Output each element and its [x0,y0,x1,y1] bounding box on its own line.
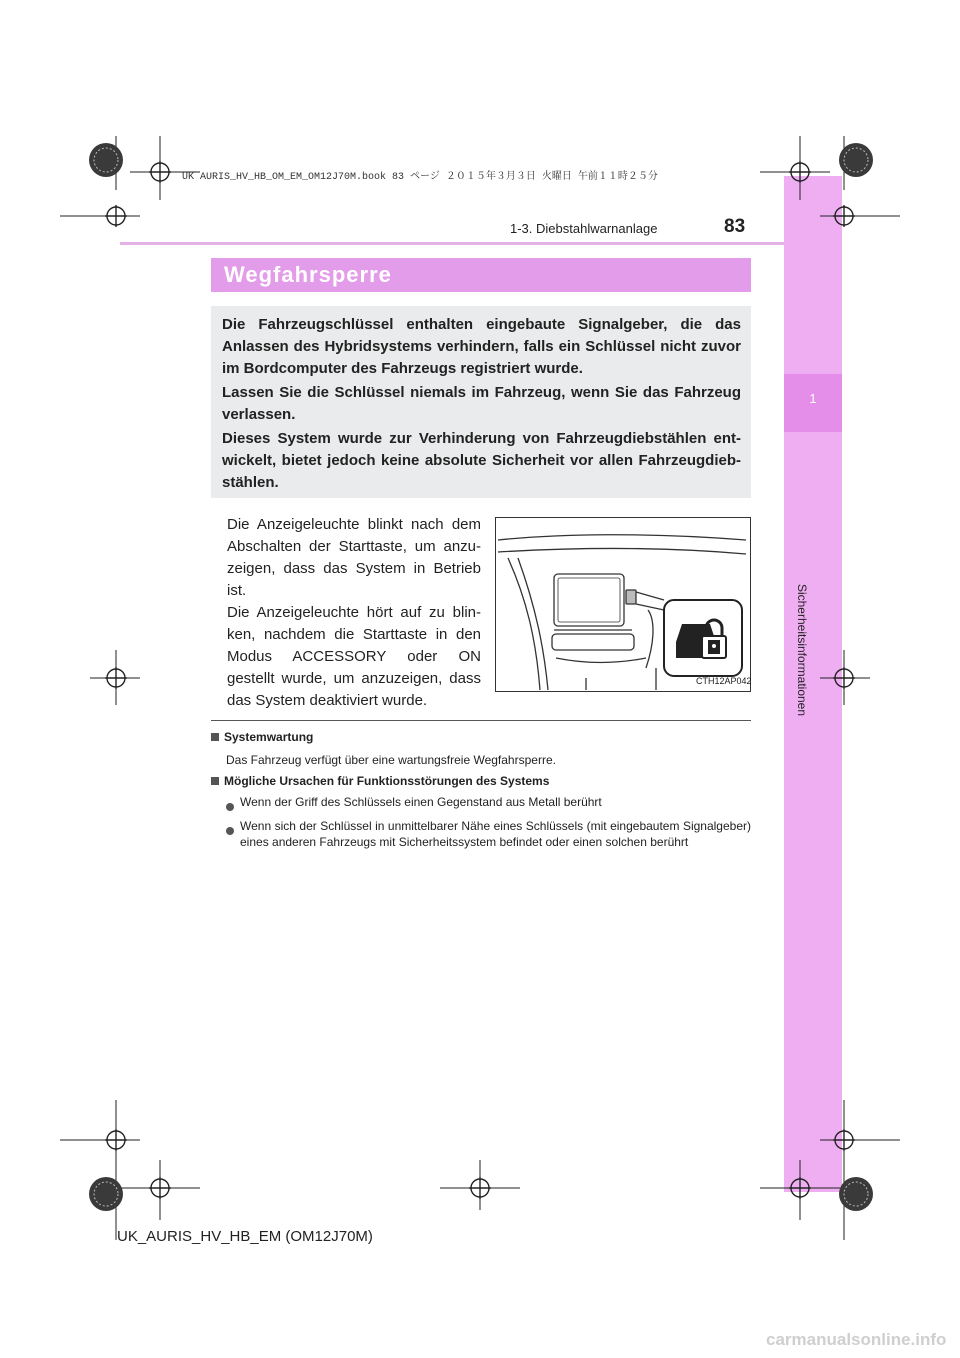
body-paragraph-2: Die Anzeigeleuchte hört auf zu blin- ken, nachdem die Starttaste in den Modus ACCESSORY oder ON gestellt wurde, um anzuzeigen, dass das System deaktiviert wurde. [227,604,481,709]
square-bullet-icon [211,733,219,741]
page-number: 83 [724,216,746,237]
note-systemwartung-heading: Systemwartung [211,730,313,744]
footer-code: UK_AURIS_HV_HB_EM (OM12J70M) [117,1228,373,1245]
section-header: 1-3. Diebstahlwarnanlage [510,221,658,236]
square-bullet-icon [211,777,219,785]
note-ursachen-bullet-1: Wenn der Griff des Schlüssels einen Gegenstand aus Metall berührt [240,795,602,809]
chapter-number: 1 [809,391,817,406]
intro-paragraph-1: Die Fahrzeugschlüssel enthalten eingebaute Signalgeber, die das Anlassen des Hybridsystems verhindern, falls ein Schlüssel nicht zuvor im Bordcomputer des Fahrzeugs registriert wurde. [222,316,741,377]
header-rule [120,242,784,245]
round-bullet-icon [226,798,234,816]
round-bullet-icon [226,822,234,840]
book-info-line: UK AURIS_HV_HB_OM_EM_OM12J70M.book 83 ページ ２０１５年３月３日 火曜日 午前１１時２５分 [182,172,658,183]
page-title: Wegfahrsperre [224,262,392,287]
note-ursachen-heading: Mögliche Ursachen für Funktionsstörungen des Systems [211,774,549,788]
dashboard-illustration [495,517,751,692]
chapter-title: Sicherheitsinformationen [795,583,809,717]
intro-paragraph-2: Lassen Sie die Schlüssel niemals im Fahrzeug, wenn Sie das Fahrzeug verlassen. [222,384,741,423]
note-ursachen-bullet-2: Wenn sich der Schlüssel in unmittelbarer Nähe eines Schlüssels (mit eingebautem Signalgeber) eines anderen Fahrzeugs mit Sicherheitssystem befindet oder einen solchen berührt [240,819,751,849]
figure-code: CTH12AP042 [696,676,752,686]
watermark: carmanualsonline.info [766,1330,947,1349]
body-paragraph-1: Die Anzeigeleuchte blinkt nach dem Abschalten der Starttaste, um anzu- zeigen, dass das System in Betrieb ist. [227,516,481,599]
note-systemwartung-text: Das Fahrzeug verfügt über eine wartungsfreie Wegfahrsperre. [226,753,556,767]
section-divider [211,720,751,721]
intro-paragraph-3: Dieses System wurde zur Verhinderung von Fahrzeugdiebstählen ent- wickelt, bietet jedoch keine absolute Sicherheit vor allen Fahrzeugdieb- stählen. [222,430,741,491]
